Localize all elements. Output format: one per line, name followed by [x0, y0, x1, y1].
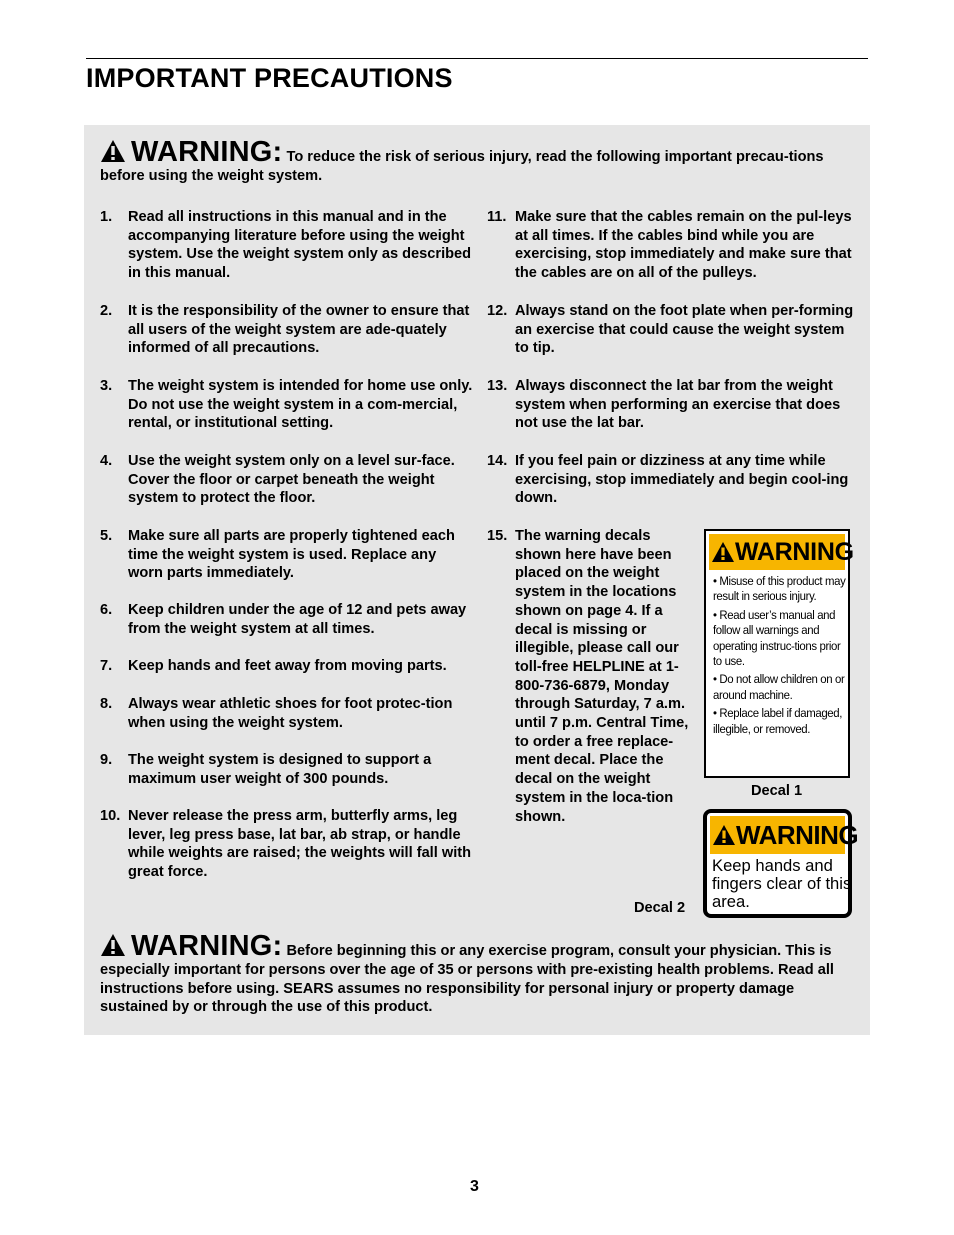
- warning-triangle-icon: [712, 824, 736, 846]
- decal-1-bullet: • Read user’s manual and follow all warnings and operating instruc-tions prior to use.: [713, 607, 841, 669]
- decal-2-heading: WARNING: [736, 820, 859, 850]
- decal-2-label: Decal 2: [634, 900, 686, 916]
- warning-bottom-text: Before beginning this or any exercise program, consult your physician. This is especially important for persons over the age of 35 or persons with pre-existing health problems. Read all instructions before using. SEARS assumes no responsibility for personal injury or property damage sustained by or through the use of this product.: [100, 943, 834, 1016]
- item-text: It is the responsibility of the owner to ensure that all users of the weight system are ade-quately informed of all precautions.: [128, 303, 470, 357]
- item-text: Make sure that the cables remain on the pul-leys at all times. If the cables bind while you are exercising, stop immediately and make sure that the cables are on all of the pulleys.: [515, 209, 852, 282]
- item-text: Always stand on the foot plate when per-forming an exercise that could cause the weight system to tip.: [515, 303, 854, 357]
- item-number: 5.: [100, 528, 113, 544]
- item-number: 13.: [487, 378, 508, 394]
- item-text: The weight system is designed to support a maximum user weight of 300 pounds.: [128, 752, 432, 787]
- item-number: 14.: [487, 453, 508, 469]
- decal-1-bullet: • Misuse of this product may result in serious injury.: [713, 574, 846, 604]
- item-number: 12.: [487, 303, 508, 319]
- decal-1-label: Decal 1: [751, 783, 803, 799]
- item-text: Read all instructions in this manual and in the accompanying literature before using the weight system. Use the weight system only as described in this manual.: [128, 209, 472, 282]
- item-text: Never release the press arm, butterfly arms, leg lever, leg press base, lat bar, ab strap, or handle while weights are raised; the weights will fall with great force.: [128, 808, 472, 881]
- item-text: Always wear athletic shoes for foot protec-tion when using the weight system.: [128, 696, 453, 731]
- warning-triangle-icon: [100, 933, 126, 957]
- item-number: 8.: [100, 696, 113, 712]
- decal-1-bullet: • Do not allow children on or around machine.: [713, 672, 845, 702]
- item-number: 1.: [100, 209, 113, 225]
- decal-2-text: Keep hands and fingers clear of this area.: [712, 856, 852, 911]
- warning-top-text: To reduce the risk of serious injury, read the following important precau-tions before using the weight system.: [100, 149, 824, 184]
- item-number: 6.: [100, 602, 113, 618]
- item-text: If you feel pain or dizziness at any time while exercising, stop immediately and begin cool-ing down.: [515, 453, 849, 507]
- item-number: 4.: [100, 453, 113, 469]
- item-text: The weight system is intended for home use only. Do not use the weight system in a com-mercial, rental, or institutional setting.: [128, 378, 473, 432]
- warning-triangle-icon: [711, 541, 735, 563]
- item-text: Keep children under the age of 12 and pets away from the weight system at all times.: [128, 602, 467, 637]
- decal-1-heading: WARNING: [735, 538, 854, 566]
- item-text: Always disconnect the lat bar from the weight system when performing an exercise that does not use the lat bar.: [515, 378, 841, 432]
- warning-triangle-icon: [100, 139, 126, 163]
- decal-2-header: [710, 816, 859, 854]
- item-text: Use the weight system only on a level sur-face. Cover the floor or carpet beneath the weight system to protect the floor.: [128, 453, 455, 507]
- item-number: 7.: [100, 658, 113, 674]
- warning-top: [100, 138, 835, 186]
- item-number: 2.: [100, 303, 113, 319]
- item-number: 10.: [100, 808, 121, 824]
- item-number: 9.: [100, 752, 113, 768]
- item-number: 3.: [100, 378, 113, 394]
- decal-1-body: [713, 574, 846, 740]
- item-text: The warning decals shown here have been placed on the weight system in the locations shown on page 4. If a decal is missing or illegible, please call our toll-free HELPLINE at 1-800-736-6879, Monday through Saturday, 7 a.m. until 7 p.m. Central Time, to order a free replace-ment decal. Place the decal on the weight system in the loca-tion shown.: [515, 528, 689, 825]
- warning-bottom: [100, 932, 852, 1017]
- item-number: 15.: [487, 528, 508, 544]
- item-text: Keep hands and feet away from moving parts.: [128, 658, 447, 674]
- decal-1-bullet: • Replace label if damaged, illegible, or removed.: [713, 706, 843, 736]
- decal-2: [703, 809, 859, 918]
- warning-top-heading: WARNING:: [131, 136, 283, 168]
- page-number: 3: [470, 1178, 479, 1195]
- page-title: IMPORTANT PRECAUTIONS: [86, 63, 453, 93]
- item-number: 11.: [487, 209, 507, 225]
- header-rule: [86, 58, 868, 59]
- item-text: Make sure all parts are properly tightened each time the weight system is used. Replace any worn parts immediately.: [128, 528, 455, 582]
- decal-1-header: [709, 534, 854, 570]
- decal-1: [704, 529, 854, 778]
- warning-bottom-heading: WARNING:: [131, 930, 283, 962]
